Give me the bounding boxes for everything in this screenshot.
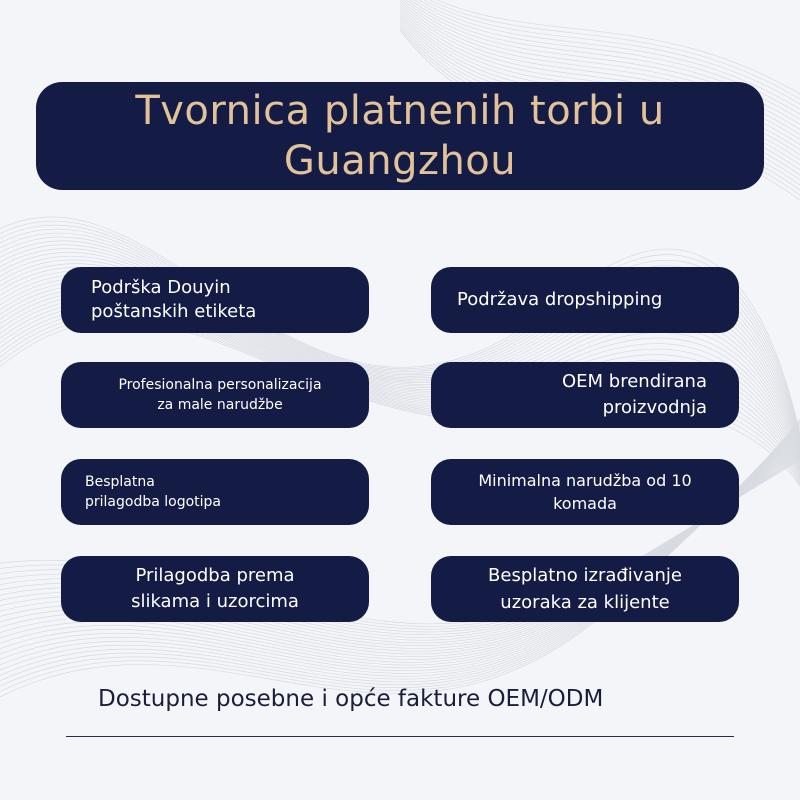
feature-oem-branding: [431, 362, 739, 428]
feature-image-samples: [61, 556, 369, 622]
wave-line: [0, 383, 800, 714]
wave-line: [0, 380, 800, 720]
footer-divider: [66, 736, 734, 737]
wave-line: [0, 299, 800, 590]
feature-oem-branding-text: OEM brendirana proizvodnja: [561, 371, 707, 418]
feature-free-samples-text: Besplatno izrađivanje uzoraka za klijente: [488, 565, 682, 613]
wave-line: [0, 295, 800, 595]
feature-douyin-labels: [61, 267, 369, 333]
feature-douyin-labels-text: Podrška Douyin poštanskih etiketa: [91, 277, 257, 322]
feature-min-order: [431, 459, 739, 525]
page-title: Tvornica platnenih torbi u Guangzhou: [135, 88, 665, 184]
feature-dropshipping-text: Podržava dropshipping: [457, 289, 663, 310]
feature-small-orders-text: Profesionalna personalizacija za male narudžbe: [118, 377, 322, 413]
wave-line: [0, 315, 800, 565]
wave-line: [0, 292, 800, 600]
feature-free-samples: [431, 556, 739, 622]
wave-line: [0, 395, 800, 690]
feature-free-logo-text: Besplatna prilagodba logotipa: [85, 474, 222, 510]
feature-small-orders: [61, 362, 369, 428]
footer-invoice-note: Dostupne posebne i opće fakture OEM/ODM: [98, 686, 604, 712]
feature-image-samples-text: Prilagodba prema slikama i uzorcima: [131, 565, 299, 612]
feature-free-logo: [61, 459, 369, 525]
wave-line: [0, 312, 800, 570]
feature-min-order-text: Minimalna narudžba od 10 komada: [478, 471, 692, 513]
title-banner: [36, 82, 764, 190]
wave-line: [0, 386, 800, 708]
wave-line: [0, 389, 800, 702]
feature-dropshipping: [431, 267, 739, 333]
